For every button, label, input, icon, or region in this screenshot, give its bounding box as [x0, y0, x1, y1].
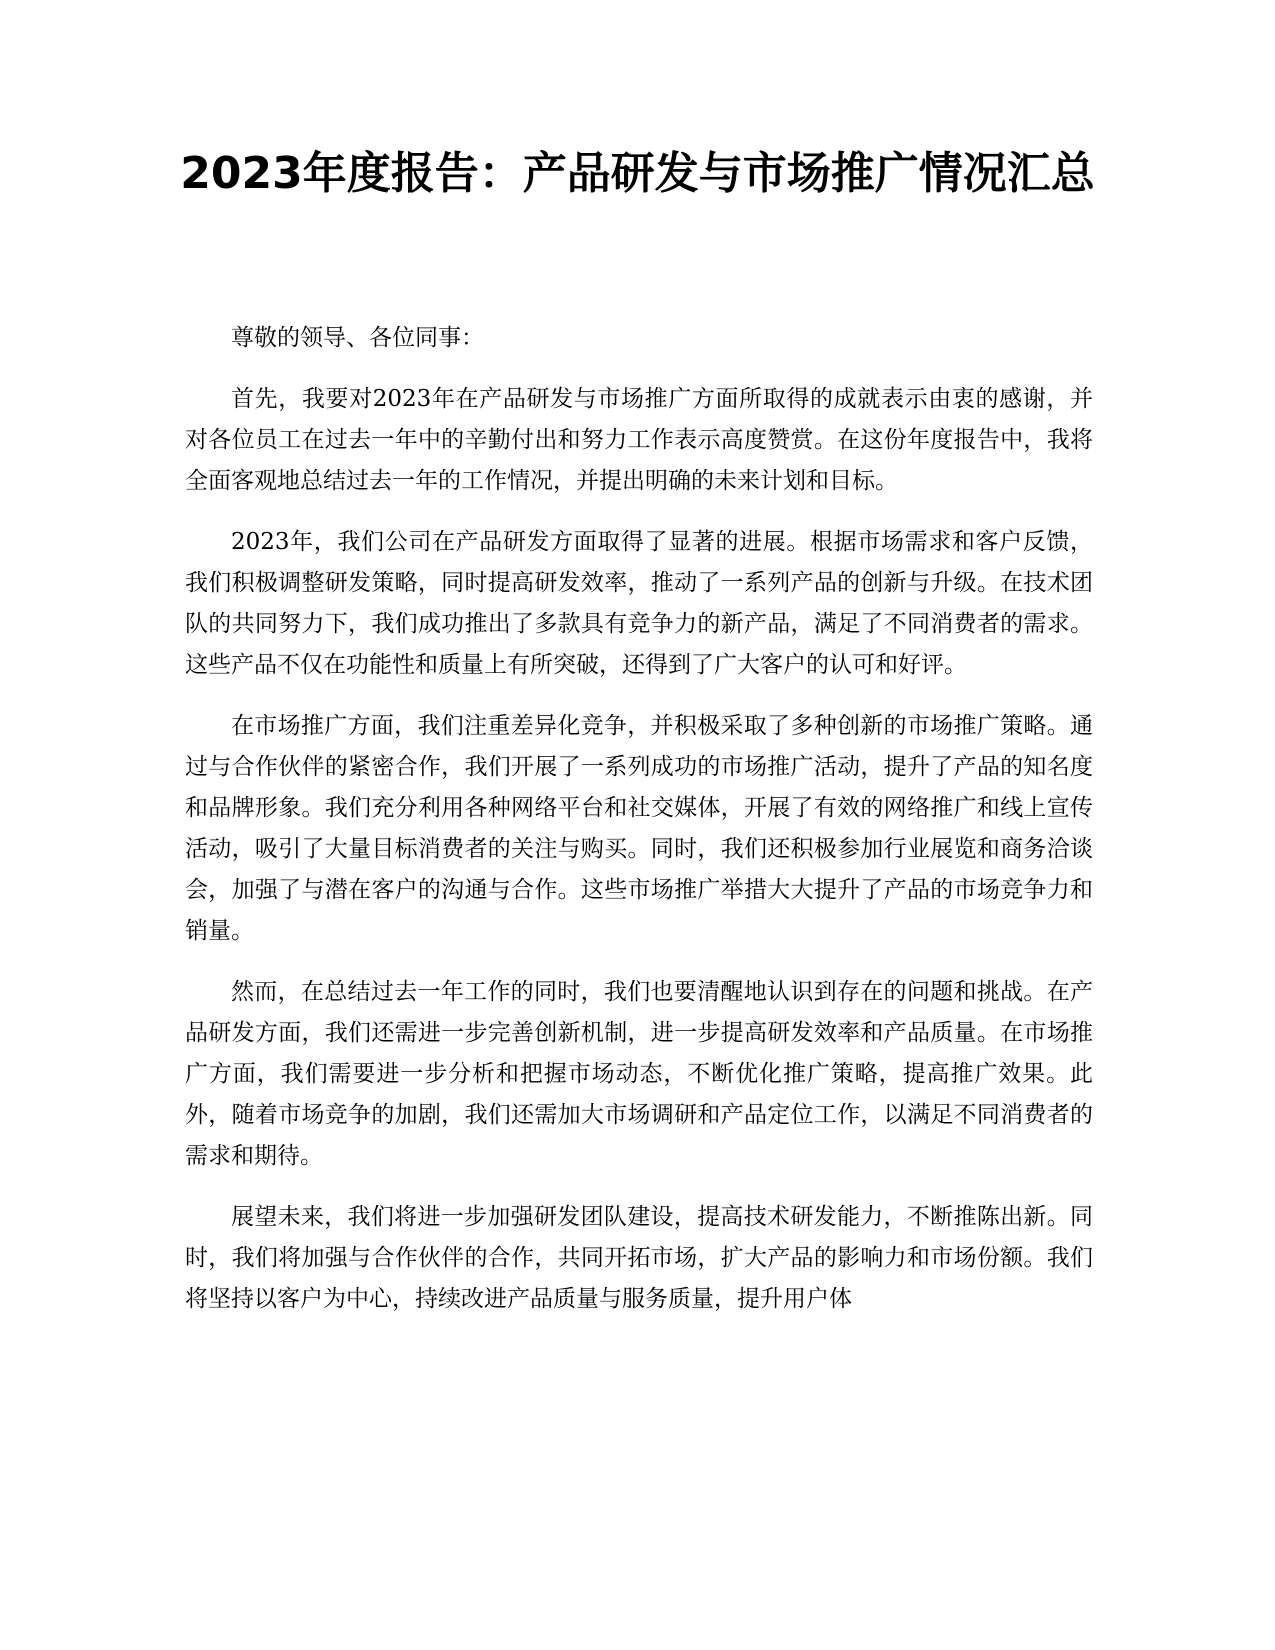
paragraph-introduction: 首先，我要对2023年在产品研发与市场推广方面所取得的成就表示由衷的感谢，并对各位员工在过去一年中的辛勤付出和努力工作表示高度赞赏。在这份年度报告中，我将全面客观地总结过去一年的工作情况，并提出明确的未来计划和目标。 — [185, 386, 1093, 494]
paragraph-challenges: 然而，在总结过去一年工作的同时，我们也要清醒地认识到存在的问题和挑战。在产品研发方面，我们还需进一步完善创新机制，进一步提高研发效率和产品质量。在市场推广方面，我们需要进一步分析和把握市场动态，不断优化推广策略，提高推广效果。此外，随着市场竞争的加剧，我们还需加大市场调研和产品定位工作，以满足不同消费者的需求和期待。 — [185, 979, 1093, 1169]
paragraph-salutation: 尊敬的领导、各位同事： — [231, 325, 484, 351]
paragraph-marketing: 在市场推广方面，我们注重差异化竞争，并积极采取了多种创新的市场推广策略。通过与合作伙伴的紧密合作，我们开展了一系列成功的市场推广活动，提升了产品的知名度和品牌形象。我们充分利用各种网络平台和社交媒体，开展了有效的网络推广和线上宣传活动，吸引了大量目标消费者的关注与购买。同时，我们还积极参加行业展览和商务洽谈会，加强了与潜在客户的沟通与合作。这些市场推广举措大大提升了产品的市场竞争力和销量。 — [185, 713, 1093, 944]
document-title: 2023年度报告：产品研发与市场推广情况汇总 — [180, 148, 1095, 199]
document-body — [185, 318, 1093, 1340]
paragraph-product-development: 2023年，我们公司在产品研发方面取得了显著的进展。根据市场需求和客户反馈，我们积极调整研发策略，同时提高研发效率，推动了一系列产品的创新与升级。在技术团队的共同努力下，我们成功推出了多款具有竞争力的新产品，满足了不同消费者的需求。这些产品不仅在功能性和质量上有所突破，还得到了广大客户的认可和好评。 — [185, 529, 1093, 678]
paragraph-outlook: 展望未来，我们将进一步加强研发团队建设，提高技术研发能力，不断推陈出新。同时，我们将加强与合作伙伴的合作，共同开拓市场，扩大产品的影响力和市场份额。我们将坚持以客户为中心，持续改进产品质量与服务质量，提升用户体 — [185, 1204, 1093, 1312]
